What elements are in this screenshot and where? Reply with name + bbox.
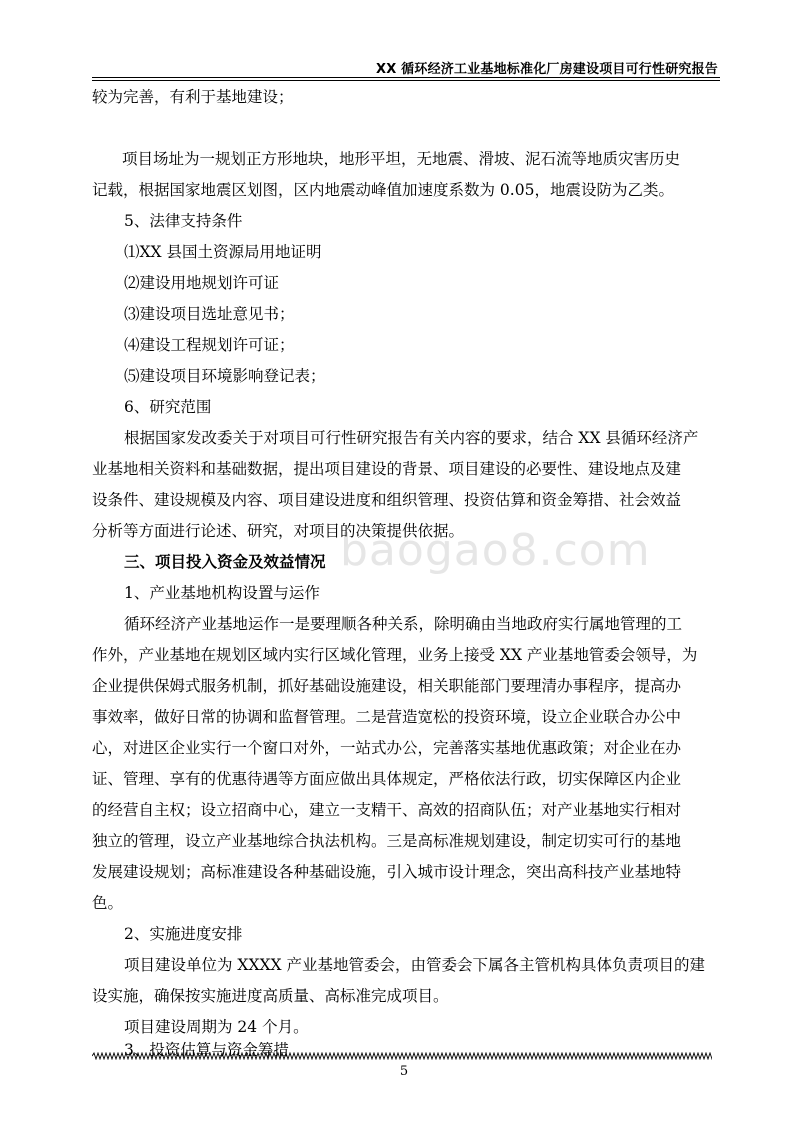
text-line: 作外，产业基地在规划区域内实行区域化管理，业务上接受 XX 产业基地管委会领导，为 [92, 646, 698, 664]
text-line: 独立的管理，设立产业基地综合执法机构。三是高标准规划建设，制定切实可行的基地 [92, 832, 682, 850]
text-line: 项目场址为一规划正方形地块，地形平坦，无地震、滑坡、泥石流等地质灾害历史 [122, 150, 681, 168]
text-line: 较为完善，有利于基地建设； [92, 88, 294, 106]
text-line: 心，对进区企业实行一个窗口对外，一站式办公，完善落实基地优惠政策；对企业在办 [92, 739, 682, 757]
list-item: ⑴XX 县国土资源局用地证明 [124, 243, 322, 261]
list-item: ⑷建设工程规划许可证； [124, 336, 295, 354]
text-line: 发展建设规划；高标准建设各种基础设施，引入城市设计理念，突出高科技产业基地特 [92, 863, 682, 881]
list-item: ⑸建设项目环境影响登记表； [124, 367, 326, 385]
watermark: baogao8.com [340, 525, 651, 576]
text-line: 设实施，确保按实施进度高质量、高标准完成项目。 [92, 987, 449, 1005]
text-line: 循环经济产业基地运作一是要理顺各种关系，除明确由当地政府实行属地管理的工 [124, 615, 683, 633]
text-line: 项目建设周期为 24 个月。 [124, 1018, 309, 1036]
text-line: 证、管理、享有的优惠待遇等方面应做出具体规定，严格依法行政，切实保障区内企业 [92, 770, 682, 788]
list-item: ⑶建设项目选址意见书； [124, 305, 295, 323]
header-rule [92, 77, 720, 78]
chapter-heading: 三、项目投入资金及效益情况 [124, 552, 326, 571]
running-header-title: XX 循环经济工业基地标准化厂房建设项目可行性研究报告 [376, 62, 718, 77]
section-heading: 3、投资估算与资金筹措 [124, 1041, 289, 1059]
section-heading: 6、研究范围 [124, 398, 212, 416]
text-line: 设条件、建设规模及内容、项目建设进度和组织管理、投资估算和资金筹措、社会效益 [92, 491, 682, 509]
text-line: 的经营自主权；设立招商中心，建立一支精干、高效的招商队伍；对产业基地实行相对 [92, 801, 682, 819]
section-heading: 5、法律支持条件 [124, 212, 243, 230]
text-line: 事效率，做好日常的协调和监督管理。二是营造宽松的投资环境，设立企业联合办公中 [92, 708, 682, 726]
text-line: 记载，根据国家地震区划图，区内地震动峰值加速度系数为 0.05，地震设防为乙类。 [92, 181, 674, 199]
list-item: ⑵建设用地规划许可证 [124, 274, 280, 292]
section-heading: 2、实施进度安排 [124, 925, 243, 943]
header-rule-thin [92, 80, 720, 81]
text-line: 业基地相关资料和基础数据，提出项目建设的背景、项目建设的必要性、建设地点及建 [92, 460, 682, 478]
page-number: 5 [399, 1064, 409, 1079]
footer-wave-rule [92, 1052, 712, 1060]
text-line: 分析等方面进行论述、研究，对项目的决策提供依据。 [92, 522, 465, 540]
text-line: 项目建设单位为 XXXX 产业基地管委会，由管委会下属各主管机构具体负责项目的建 [124, 956, 705, 974]
section-heading: 1、产业基地机构设置与运作 [124, 584, 320, 602]
text-line: 企业提供保姆式服务机制，抓好基础设施建设，相关职能部门要理清办事程序，提高办 [92, 677, 682, 695]
text-line: 根据国家发改委关于对项目可行性研究报告有关内容的要求，结合 XX 县循环经济产 [124, 429, 699, 447]
text-line: 色。 [92, 894, 124, 912]
